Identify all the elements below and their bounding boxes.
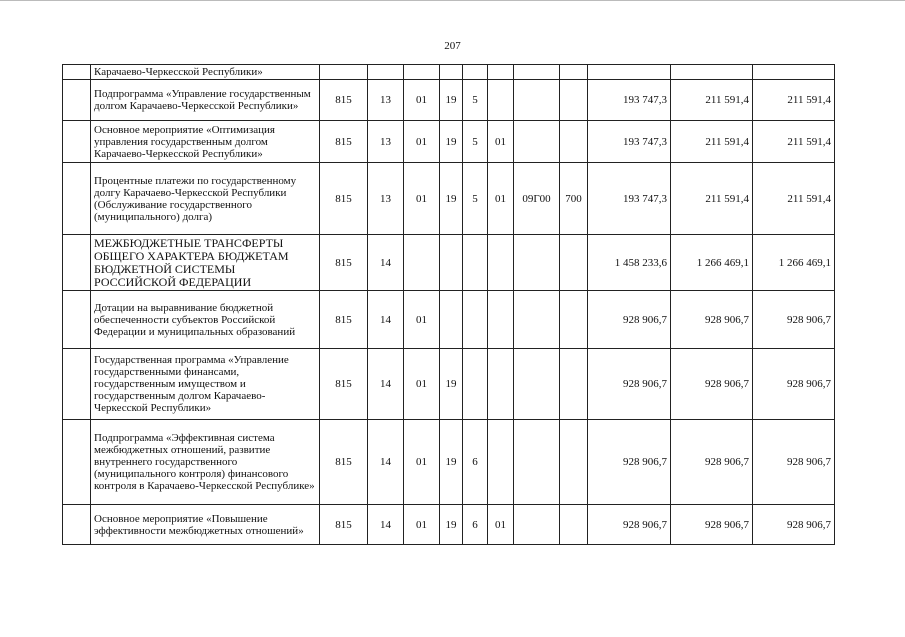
code-subprogram-cell: 5 [463,163,488,235]
code-subprogram-cell [463,65,488,80]
table-row [63,235,835,291]
row-index-cell [63,349,91,420]
sum-year-1-cell: 928 906,7 [588,349,671,420]
code-expense-type-cell [560,420,588,505]
code-subsection-cell [404,65,440,80]
code-subsection-cell: 01 [404,121,440,163]
row-index-cell [63,420,91,505]
sum-year-1-cell [588,65,671,80]
code-section-cell: 13 [368,80,404,121]
row-index-cell [63,163,91,235]
sum-year-3-cell [753,65,835,80]
code-direction-cell [514,349,560,420]
code-program-cell: 19 [440,505,463,545]
sum-year-1-cell: 928 906,7 [588,420,671,505]
code-expense-type-cell [560,80,588,121]
code-program-cell [440,65,463,80]
code-subprogram-cell: 6 [463,505,488,545]
table-row [63,420,835,505]
code-grbs-cell: 815 [320,80,368,121]
row-index-cell [63,505,91,545]
code-program-cell [440,235,463,291]
code-subsection-cell: 01 [404,163,440,235]
code-measure-cell [488,235,514,291]
code-grbs-cell: 815 [320,420,368,505]
page-number: 207 [444,40,461,52]
code-expense-type-cell [560,349,588,420]
row-name-cell: Дотации на выравнивание бюджетной обеспеченности субъектов Российской Федерации и муниципальных образований [91,291,320,349]
code-expense-type-cell [560,505,588,545]
sum-year-1-cell: 928 906,7 [588,291,671,349]
code-program-cell: 19 [440,420,463,505]
code-measure-cell: 01 [488,121,514,163]
sum-year-3-cell: 928 906,7 [753,505,835,545]
code-measure-cell [488,80,514,121]
row-index-cell [63,235,91,291]
code-direction-cell: 09Г00 [514,163,560,235]
sum-year-3-cell: 211 591,4 [753,80,835,121]
code-measure-cell [488,291,514,349]
table-row [63,65,835,80]
sum-year-3-cell: 928 906,7 [753,349,835,420]
sum-year-2-cell [671,65,753,80]
sum-year-2-cell: 928 906,7 [671,291,753,349]
row-name-cell: Основное мероприятие «Повышение эффективности межбюджетных отношений» [91,505,320,545]
code-grbs-cell: 815 [320,505,368,545]
code-subprogram-cell [463,349,488,420]
sum-year-3-cell: 1 266 469,1 [753,235,835,291]
code-direction-cell [514,235,560,291]
code-grbs-cell [320,65,368,80]
code-expense-type-cell: 700 [560,163,588,235]
row-name-cell: МЕЖБЮДЖЕТНЫЕ ТРАНСФЕРТЫ ОБЩЕГО ХАРАКТЕРА БЮДЖЕТАМ БЮДЖЕТНОЙ СИСТЕМЫ РОССИЙСКОЙ ФЕДЕРАЦИИ [91,235,320,291]
code-section-cell: 13 [368,163,404,235]
code-expense-type-cell [560,291,588,349]
row-index-cell [63,121,91,163]
code-direction-cell [514,420,560,505]
code-subsection-cell: 01 [404,291,440,349]
code-section-cell: 14 [368,349,404,420]
sum-year-3-cell: 928 906,7 [753,291,835,349]
code-section-cell: 13 [368,121,404,163]
code-program-cell: 19 [440,80,463,121]
code-grbs-cell: 815 [320,121,368,163]
table-row [63,291,835,349]
code-direction-cell [514,80,560,121]
budget-table [62,64,835,545]
code-expense-type-cell [560,235,588,291]
code-expense-type-cell [560,121,588,163]
code-program-cell: 19 [440,163,463,235]
code-direction-cell [514,291,560,349]
code-subsection-cell: 01 [404,420,440,505]
sum-year-3-cell: 211 591,4 [753,163,835,235]
row-index-cell [63,80,91,121]
code-section-cell: 14 [368,291,404,349]
sum-year-2-cell: 211 591,4 [671,80,753,121]
table-row [63,80,835,121]
row-name-cell: Карачаево-Черкесской Республики» [91,65,320,80]
code-grbs-cell: 815 [320,291,368,349]
code-measure-cell [488,349,514,420]
sum-year-2-cell: 1 266 469,1 [671,235,753,291]
code-subsection-cell: 01 [404,505,440,545]
table-row [63,505,835,545]
code-subprogram-cell: 6 [463,420,488,505]
row-name-cell: Государственная программа «Управление государственными финансами, государственным имуществом и государственным долгом Карачаево-Черкесской Республики» [91,349,320,420]
table-row [63,349,835,420]
sum-year-1-cell: 1 458 233,6 [588,235,671,291]
code-program-cell [440,291,463,349]
code-subsection-cell [404,235,440,291]
sum-year-1-cell: 193 747,3 [588,121,671,163]
code-grbs-cell: 815 [320,349,368,420]
code-subsection-cell: 01 [404,349,440,420]
row-index-cell [63,65,91,80]
sum-year-2-cell: 928 906,7 [671,420,753,505]
code-program-cell: 19 [440,349,463,420]
code-subsection-cell: 01 [404,80,440,121]
code-measure-cell: 01 [488,505,514,545]
sum-year-3-cell: 928 906,7 [753,420,835,505]
page-top-edge [0,0,905,1]
code-expense-type-cell [560,65,588,80]
sum-year-1-cell: 193 747,3 [588,80,671,121]
code-measure-cell [488,420,514,505]
code-direction-cell [514,65,560,80]
sum-year-2-cell: 211 591,4 [671,163,753,235]
code-subprogram-cell [463,235,488,291]
code-subprogram-cell: 5 [463,121,488,163]
code-measure-cell [488,65,514,80]
code-grbs-cell: 815 [320,235,368,291]
sum-year-2-cell: 928 906,7 [671,505,753,545]
row-name-cell: Основное мероприятие «Оптимизация управления государственным долгом Карачаево-Черкесской Республики» [91,121,320,163]
row-name-cell: Процентные платежи по государственному долгу Карачаево-Черкесской Республики (Обслуживание государственного (муниципального) долга) [91,163,320,235]
code-grbs-cell: 815 [320,163,368,235]
code-subprogram-cell: 5 [463,80,488,121]
row-index-cell [63,291,91,349]
code-direction-cell [514,505,560,545]
sum-year-2-cell: 928 906,7 [671,349,753,420]
code-program-cell: 19 [440,121,463,163]
code-section-cell: 14 [368,505,404,545]
code-direction-cell [514,121,560,163]
code-measure-cell: 01 [488,163,514,235]
code-section-cell: 14 [368,235,404,291]
row-name-cell: Подпрограмма «Эффективная система межбюджетных отношений, развитие внутреннего государственного (муниципального контроля) финансового контроля в Карачаево-Черкесской Республике» [91,420,320,505]
table-row [63,121,835,163]
sum-year-1-cell: 193 747,3 [588,163,671,235]
sum-year-1-cell: 928 906,7 [588,505,671,545]
row-name-cell: Подпрограмма «Управление государственным долгом Карачаево-Черкесской Республики» [91,80,320,121]
table-row [63,163,835,235]
code-section-cell [368,65,404,80]
code-subprogram-cell [463,291,488,349]
code-section-cell: 14 [368,420,404,505]
sum-year-2-cell: 211 591,4 [671,121,753,163]
sum-year-3-cell: 211 591,4 [753,121,835,163]
